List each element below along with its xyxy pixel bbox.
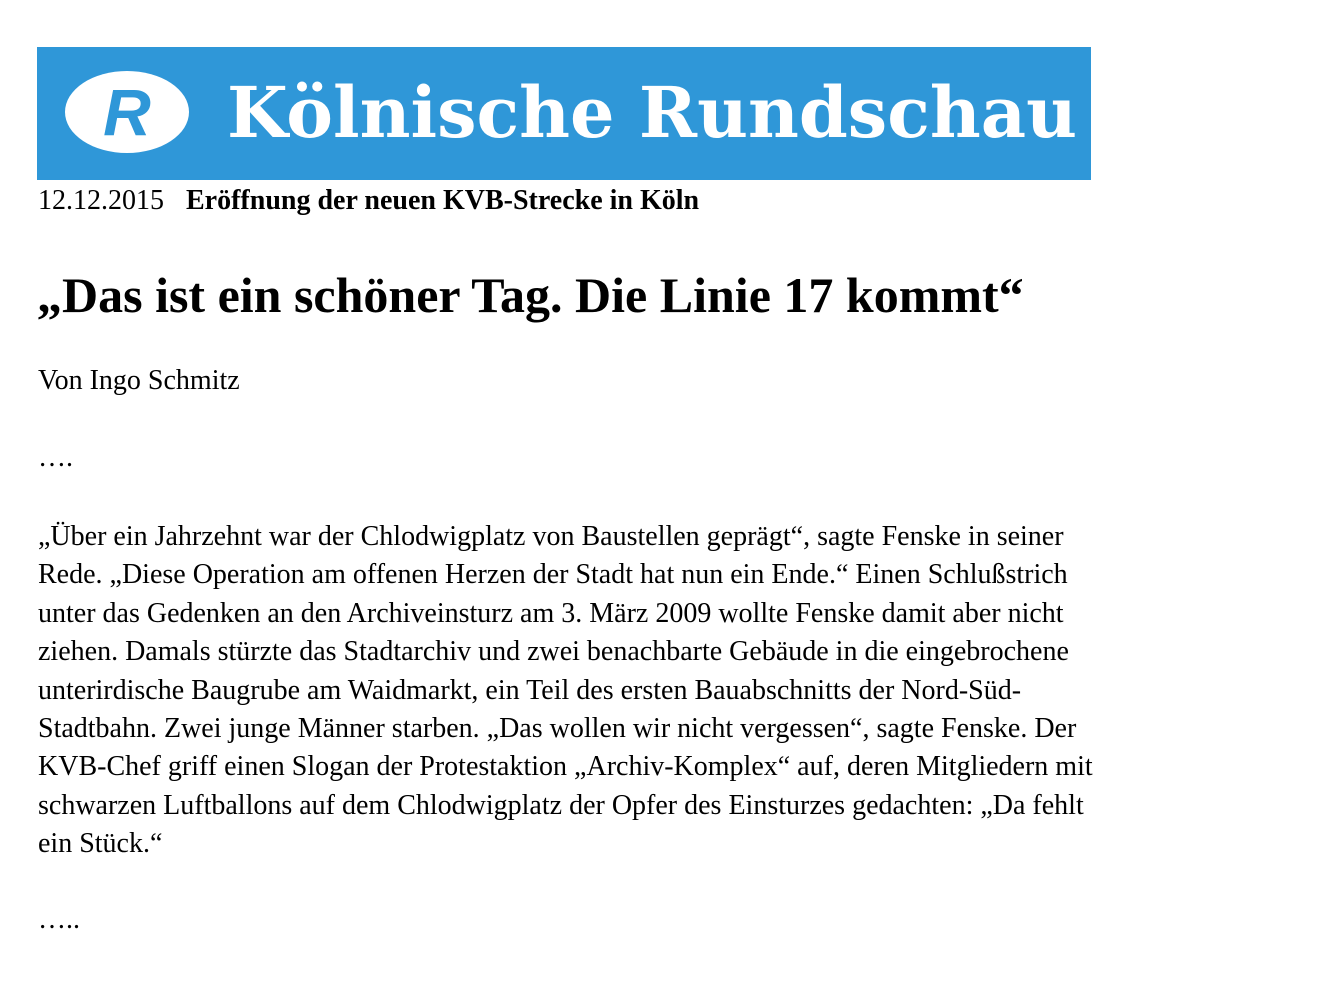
- article-byline: Von Ingo Schmitz: [38, 365, 240, 396]
- body-line: Rede. „Diese Operation am offenen Herzen der Stadt hat nun ein Ende.“ Einen Schlußstrich: [38, 559, 1068, 591]
- body-line: ein Stück.“: [38, 828, 163, 860]
- dateline: [38, 184, 699, 218]
- logo-badge: [65, 71, 189, 153]
- article-date: 12.12.2015: [38, 185, 164, 216]
- body-line: unter das Gedenken an den Archiveinsturz am 3. März 2009 wollte Fenske damit aber nicht: [38, 597, 1064, 629]
- article-body-paragraph: [38, 518, 1300, 864]
- body-line: Stadtbahn. Zwei junge Männer starben. „Das wollen wir nicht vergessen“, sagte Fenske. Der: [38, 713, 1077, 745]
- body-line: KVB-Chef griff einen Slogan der Protestaktion „Archiv-Komplex“ auf, deren Mitgliedern mit: [38, 751, 1093, 783]
- article-topic: Eröffnung der neuen KVB-Strecke in Köln: [186, 185, 700, 216]
- body-line: unterirdische Baugrube am Waidmarkt, ein Teil des ersten Bauabschnitts der Nord-Süd-: [38, 674, 1022, 706]
- logo-letter: R: [103, 75, 151, 149]
- omission-marker-bottom: …..: [38, 904, 80, 935]
- article-headline: „Das ist ein schöner Tag. Die Linie 17 kommt“: [37, 267, 1024, 323]
- body-line: „Über ein Jahrzehnt war der Chlodwigplatz von Baustellen geprägt“, sagte Fenske in seiner: [38, 521, 1064, 552]
- masthead-banner: [37, 47, 1091, 180]
- body-line: ziehen. Damals stürzte das Stadtarchiv und zwei benachbarte Gebäude in die eingebrochene: [38, 636, 1069, 668]
- body-line: schwarzen Luftballons auf dem Chlodwigplatz der Opfer des Einsturzes gedachten: „Da fehlt: [38, 789, 1084, 821]
- omission-marker-top: ….: [38, 442, 73, 473]
- newspaper-name-logo: Kölnische Rundschau: [227, 71, 1077, 154]
